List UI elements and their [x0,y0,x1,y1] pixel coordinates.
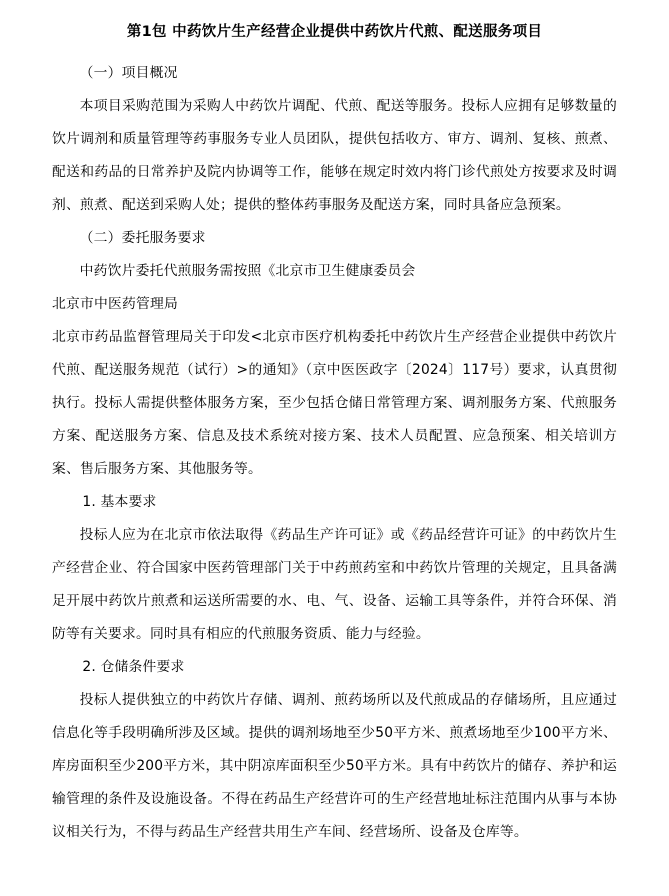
section-paragraph-service-requirements-1: 中药饮片委托代煎服务需按照《北京市卫生健康委员会 [79,262,416,279]
page-title: 第1包 中药饮片生产经营企业提供中药饮片代煎、配送服务项目 [126,24,543,40]
subsection-paragraph-storage-requirements: 投标人提供独立的中药饮片存储、调剂、煎药场所以及代煎成品的存储场所，且应通过信息化等手段明确所涉及区域。提供的调剂场地至少50平方米、煎煮场地至少100平方米、库房面积至少200平方米，其中阴凉库面积至少50平方米。具有中药饮片的储存、养护和运输管理的条件及设施设备。不得在药品生产经营许可的生产经营地址标注范围内从事与本协议相关行为，不得与药品生产经营共用生产车间、经营场所、设备及仓库等。 [52,691,617,840]
section-heading-project-overview: （一）项目概况 [79,64,178,81]
section-paragraph-service-requirements-3: 北京市药品监督管理局关于印发<北京市医疗机构委托中药饮片生产经营企业提供中药饮片代煎、配送服务规范（试行）>的通知》（京中医医政字〔2024〕117号）要求，认真贯彻执行。投标人需提供整体服务方案，至少包括仓储日常管理方案、调剂服务方案、代煎服务方案、配送服务方案、信息及技术系统对接方案、技术人员配置、应急预案、相关培训方案、售后服务方案、其他服务等。 [52,328,617,477]
subsection-heading-basic-requirements: 1. 基本要求 [82,493,157,510]
section-paragraph-project-overview: 本项目采购范围为采购人中药饮片调配、代煎、配送等服务。投标人应拥有足够数量的饮片调剂和质量管理等药事服务专业人员团队，提供包括收方、审方、调剂、复核、煎煮、配送和药品的日常养护及院内协调等工作，能够在规定时效内将门诊代煎处方按要求及时调剂、煎煮、配送到采购人处；提供的整体药事服务及配送方案，同时具备应急预案。 [52,97,617,213]
subsection-paragraph-basic-requirements: 投标人应为在北京市依法取得《药品生产许可证》或《药品经营许可证》的中药饮片生产经营企业、符合国家中医药管理部门关于中药煎药室和中药饮片管理的关规定，且具备满足开展中药饮片煎煮和运送所需要的水、电、气、设备、运输工具等条件，并符合环保、消防等有关要求。同时具有相应的代煎服务资质、能力与经验。 [52,526,617,642]
section-heading-service-requirements: （二）委托服务要求 [79,229,206,246]
section-paragraph-service-requirements-2: 北京市中医药管理局 [52,295,178,312]
subsection-heading-storage-requirements: 2. 仓储条件要求 [82,658,185,675]
